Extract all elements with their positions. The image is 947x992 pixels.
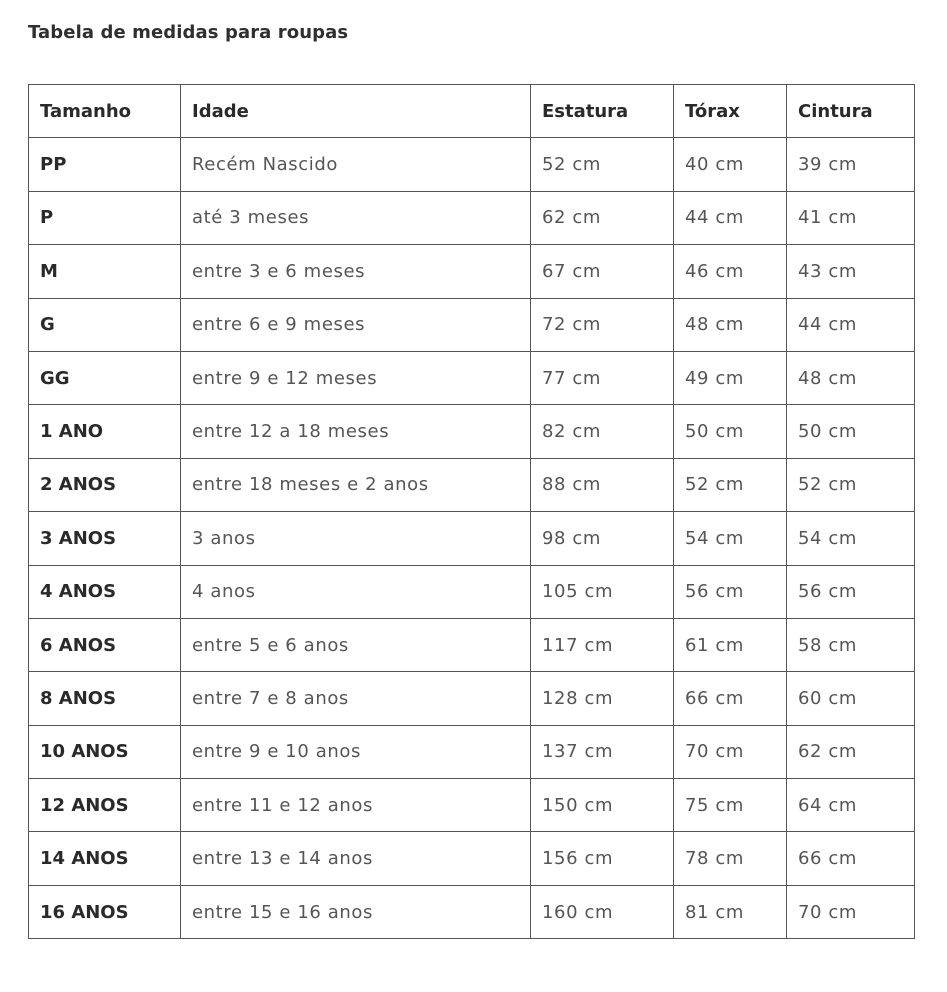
size-cell: 3 ANOS bbox=[29, 512, 181, 565]
table-header-row bbox=[29, 85, 915, 138]
header-torax: Tórax bbox=[674, 85, 787, 138]
waist-cell: 52 cm bbox=[787, 458, 915, 511]
age-cell: entre 5 e 6 anos bbox=[181, 618, 531, 671]
header-tamanho: Tamanho bbox=[29, 85, 181, 138]
height-cell: 82 cm bbox=[531, 405, 674, 458]
table-row bbox=[29, 458, 915, 511]
table-row bbox=[29, 351, 915, 404]
chest-cell: 50 cm bbox=[674, 405, 787, 458]
age-cell: 3 anos bbox=[181, 512, 531, 565]
waist-cell: 64 cm bbox=[787, 779, 915, 832]
height-cell: 62 cm bbox=[531, 191, 674, 244]
page-title: Tabela de medidas para roupas bbox=[28, 22, 349, 43]
age-cell: entre 6 e 9 meses bbox=[181, 298, 531, 351]
chest-cell: 61 cm bbox=[674, 618, 787, 671]
table-row bbox=[29, 565, 915, 618]
waist-cell: 70 cm bbox=[787, 885, 915, 938]
size-cell: 8 ANOS bbox=[29, 672, 181, 725]
table-body bbox=[29, 138, 915, 939]
size-cell: 4 ANOS bbox=[29, 565, 181, 618]
waist-cell: 41 cm bbox=[787, 191, 915, 244]
table-row bbox=[29, 191, 915, 244]
age-cell: Recém Nascido bbox=[181, 138, 531, 191]
height-cell: 128 cm bbox=[531, 672, 674, 725]
height-cell: 105 cm bbox=[531, 565, 674, 618]
chest-cell: 46 cm bbox=[674, 245, 787, 298]
waist-cell: 58 cm bbox=[787, 618, 915, 671]
chest-cell: 66 cm bbox=[674, 672, 787, 725]
waist-cell: 60 cm bbox=[787, 672, 915, 725]
chest-cell: 52 cm bbox=[674, 458, 787, 511]
height-cell: 52 cm bbox=[531, 138, 674, 191]
chest-cell: 78 cm bbox=[674, 832, 787, 885]
age-cell: entre 12 a 18 meses bbox=[181, 405, 531, 458]
chest-cell: 48 cm bbox=[674, 298, 787, 351]
waist-cell: 56 cm bbox=[787, 565, 915, 618]
table-row bbox=[29, 405, 915, 458]
waist-cell: 62 cm bbox=[787, 725, 915, 778]
header-estatura: Estatura bbox=[531, 85, 674, 138]
size-cell: 16 ANOS bbox=[29, 885, 181, 938]
chest-cell: 81 cm bbox=[674, 885, 787, 938]
height-cell: 156 cm bbox=[531, 832, 674, 885]
waist-cell: 43 cm bbox=[787, 245, 915, 298]
waist-cell: 54 cm bbox=[787, 512, 915, 565]
table-row bbox=[29, 138, 915, 191]
waist-cell: 44 cm bbox=[787, 298, 915, 351]
age-cell: entre 15 e 16 anos bbox=[181, 885, 531, 938]
age-cell: 4 anos bbox=[181, 565, 531, 618]
size-cell: M bbox=[29, 245, 181, 298]
table-row bbox=[29, 672, 915, 725]
height-cell: 117 cm bbox=[531, 618, 674, 671]
size-cell: PP bbox=[29, 138, 181, 191]
age-cell: entre 7 e 8 anos bbox=[181, 672, 531, 725]
age-cell: entre 18 meses e 2 anos bbox=[181, 458, 531, 511]
waist-cell: 39 cm bbox=[787, 138, 915, 191]
table-row bbox=[29, 298, 915, 351]
age-cell: entre 11 e 12 anos bbox=[181, 779, 531, 832]
chest-cell: 56 cm bbox=[674, 565, 787, 618]
height-cell: 137 cm bbox=[531, 725, 674, 778]
chest-cell: 40 cm bbox=[674, 138, 787, 191]
height-cell: 67 cm bbox=[531, 245, 674, 298]
size-cell: 6 ANOS bbox=[29, 618, 181, 671]
table-row bbox=[29, 832, 915, 885]
chest-cell: 70 cm bbox=[674, 725, 787, 778]
table-row bbox=[29, 512, 915, 565]
age-cell: entre 13 e 14 anos bbox=[181, 832, 531, 885]
size-cell: P bbox=[29, 191, 181, 244]
age-cell: entre 3 e 6 meses bbox=[181, 245, 531, 298]
height-cell: 72 cm bbox=[531, 298, 674, 351]
header-cintura: Cintura bbox=[787, 85, 915, 138]
size-cell: 1 ANO bbox=[29, 405, 181, 458]
chest-cell: 44 cm bbox=[674, 191, 787, 244]
size-cell: 2 ANOS bbox=[29, 458, 181, 511]
size-cell: 12 ANOS bbox=[29, 779, 181, 832]
table-row bbox=[29, 245, 915, 298]
table-row bbox=[29, 618, 915, 671]
size-cell: 14 ANOS bbox=[29, 832, 181, 885]
chest-cell: 54 cm bbox=[674, 512, 787, 565]
waist-cell: 66 cm bbox=[787, 832, 915, 885]
table-row bbox=[29, 885, 915, 938]
table-row bbox=[29, 779, 915, 832]
chest-cell: 75 cm bbox=[674, 779, 787, 832]
chest-cell: 49 cm bbox=[674, 351, 787, 404]
height-cell: 77 cm bbox=[531, 351, 674, 404]
header-idade: Idade bbox=[181, 85, 531, 138]
waist-cell: 50 cm bbox=[787, 405, 915, 458]
age-cell: até 3 meses bbox=[181, 191, 531, 244]
height-cell: 88 cm bbox=[531, 458, 674, 511]
waist-cell: 48 cm bbox=[787, 351, 915, 404]
height-cell: 160 cm bbox=[531, 885, 674, 938]
size-table bbox=[28, 84, 915, 939]
size-cell: G bbox=[29, 298, 181, 351]
height-cell: 98 cm bbox=[531, 512, 674, 565]
table-row bbox=[29, 725, 915, 778]
size-cell: GG bbox=[29, 351, 181, 404]
size-cell: 10 ANOS bbox=[29, 725, 181, 778]
age-cell: entre 9 e 12 meses bbox=[181, 351, 531, 404]
height-cell: 150 cm bbox=[531, 779, 674, 832]
age-cell: entre 9 e 10 anos bbox=[181, 725, 531, 778]
